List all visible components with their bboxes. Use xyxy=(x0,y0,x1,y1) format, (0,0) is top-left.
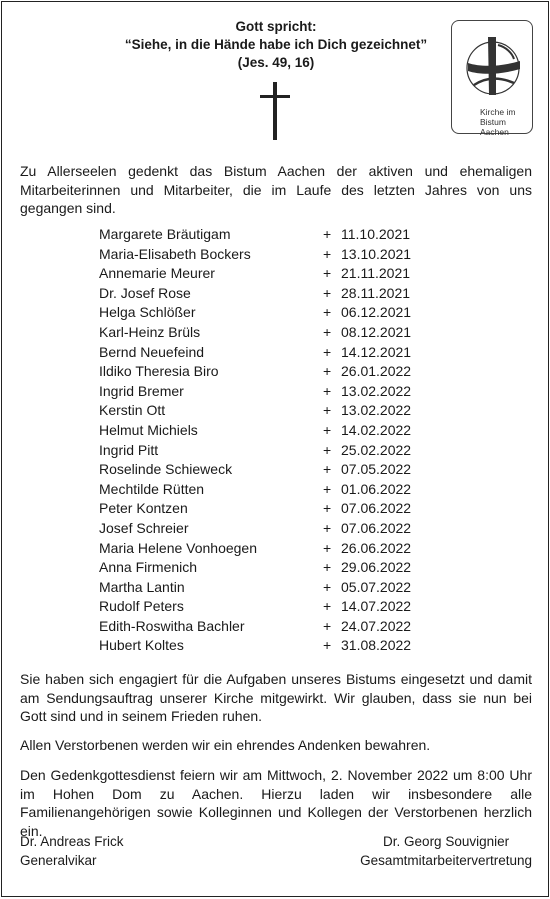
death-mark: + xyxy=(323,363,332,380)
cross-logo-icon xyxy=(460,33,526,103)
list-item xyxy=(99,558,419,578)
deceased-name: Margarete Bräutigam xyxy=(99,226,231,242)
list-item xyxy=(99,460,419,480)
death-date: 08.12.2021 xyxy=(341,323,412,340)
list-item xyxy=(99,225,419,245)
deceased-name: Edith-Roswitha Bachler xyxy=(99,617,245,634)
diocese-logo xyxy=(451,20,533,137)
cross-icon xyxy=(260,82,290,140)
deceased-name: Ildiko Theresia Biro xyxy=(99,363,219,380)
obituary-notice xyxy=(1,1,549,897)
death-date: 13.10.2021 xyxy=(341,245,412,262)
death-date: 07.05.2022 xyxy=(341,461,412,478)
death-date: 06.12.2021 xyxy=(341,304,412,321)
list-item xyxy=(99,636,419,656)
death-date: 13.02.2022 xyxy=(341,382,412,399)
signer-role: Gesamtmitarbeitervertretung xyxy=(360,853,532,868)
list-item xyxy=(99,597,419,617)
death-mark: + xyxy=(323,382,332,399)
death-date: 01.06.2022 xyxy=(341,480,412,497)
deceased-name: Bernd Neuefeind xyxy=(99,343,205,360)
death-date: 25.02.2022 xyxy=(341,441,412,458)
death-date: 21.11.2021 xyxy=(341,265,411,282)
death-mark: + xyxy=(323,343,332,360)
death-mark: + xyxy=(323,617,332,634)
list-item xyxy=(99,264,419,284)
service-paragraph: Den Gedenkgottesdienst feiern wir am Mittwoch, 2. November 2022 um 8:00 Uhr im Hohen Dom zu Aachen. Hierzu laden wir insbesondere alle Familienangehörigen sowie Kolleginnen und Kollegen der Verstorbenen herzlich ein. xyxy=(20,767,532,839)
deceased-name: Karl-Heinz Brüls xyxy=(99,323,201,340)
intro-paragraph: Zu Allerseelen gedenkt das Bistum Aachen der aktiven und ehemaligen Mitarbeiterinnen und Mitarbeiter, die im Laufe des letzten Jahres von uns gegangen sind. xyxy=(20,163,532,216)
death-date: 26.06.2022 xyxy=(341,539,412,556)
death-mark: + xyxy=(323,500,332,517)
death-mark: + xyxy=(323,559,332,576)
deceased-name: Hubert Koltes xyxy=(99,637,184,654)
list-item xyxy=(99,539,419,559)
death-date: 05.07.2022 xyxy=(341,578,412,595)
death-date: 14.12.2021 xyxy=(341,343,412,360)
death-mark: + xyxy=(323,402,332,419)
death-date: 11.10.2021 xyxy=(341,226,411,242)
list-item xyxy=(99,382,419,402)
deceased-name: Annemarie Meurer xyxy=(99,265,215,282)
death-date: 28.11.2021 xyxy=(341,284,411,301)
deceased-list xyxy=(99,225,419,656)
death-mark: + xyxy=(323,539,332,556)
logo-text-line1: Kirche im xyxy=(480,107,516,117)
quote-intro: Gott spricht: xyxy=(235,19,317,34)
deceased-name: Dr. Josef Rose xyxy=(99,284,191,301)
deceased-name: Roselinde Schieweck xyxy=(99,461,233,478)
death-mark: + xyxy=(323,226,332,242)
deceased-name: Martha Lantin xyxy=(99,578,185,595)
death-date: 26.01.2022 xyxy=(341,363,412,380)
engagement-paragraph: Sie haben sich engagiert für die Aufgaben unseres Bistums eingesetzt und damit am Sendungsauftrag unserer Kirche mitgewirkt. Wir glauben, dass sie nun bei Gott sind und in seinem Frieden ruhen. xyxy=(20,671,532,724)
death-mark: + xyxy=(323,323,332,340)
list-item xyxy=(99,401,419,421)
deceased-name: Maria-Elisabeth Bockers xyxy=(99,245,251,262)
signature-left xyxy=(20,832,124,870)
deceased-name: Ingrid Pitt xyxy=(99,441,159,458)
death-mark: + xyxy=(323,598,332,615)
list-item xyxy=(99,343,419,363)
deceased-name: Helmut Michiels xyxy=(99,421,198,438)
list-item xyxy=(99,499,419,519)
signer-name: Dr. Andreas Frick xyxy=(20,834,124,849)
death-mark: + xyxy=(323,480,332,497)
list-item xyxy=(99,323,419,343)
deceased-name: Josef Schreier xyxy=(99,519,189,536)
deceased-name: Maria Helene Vonhoegen xyxy=(99,539,258,556)
quote-reference: (Jes. 49, 16) xyxy=(237,55,315,70)
signature-right xyxy=(360,832,532,870)
death-date: 07.06.2022 xyxy=(341,519,412,536)
list-item xyxy=(99,578,419,598)
death-date: 24.07.2022 xyxy=(341,617,412,634)
deceased-name: Helga Schlößer xyxy=(99,304,196,321)
death-mark: + xyxy=(323,461,332,478)
list-item xyxy=(99,362,419,382)
list-item xyxy=(99,441,419,461)
deceased-name: Rudolf Peters xyxy=(99,598,184,615)
list-item xyxy=(99,421,419,441)
signer-name: Dr. Georg Souvignier xyxy=(383,834,510,849)
list-item xyxy=(99,519,419,539)
death-mark: + xyxy=(323,637,332,654)
death-mark: + xyxy=(323,304,332,321)
logo-text-line2: Bistum Aachen xyxy=(480,117,509,137)
signer-role: Generalvikar xyxy=(20,853,97,868)
list-item xyxy=(99,480,419,500)
deceased-name: Kerstin Ott xyxy=(99,402,166,419)
list-item xyxy=(99,617,419,637)
remembrance-paragraph: Allen Verstorbenen werden wir ein ehrendes Andenken bewahren. xyxy=(20,737,431,753)
death-mark: + xyxy=(323,284,332,301)
death-mark: + xyxy=(323,519,332,536)
death-mark: + xyxy=(323,245,332,262)
death-mark: + xyxy=(323,421,332,438)
death-date: 31.08.2022 xyxy=(341,637,412,654)
quote-text: “Siehe, in die Hände habe ich Dich gezeichnet” xyxy=(124,37,428,52)
deceased-name: Anna Firmenich xyxy=(99,559,198,576)
death-mark: + xyxy=(323,578,332,595)
death-date: 29.06.2022 xyxy=(341,559,412,576)
death-date: 07.06.2022 xyxy=(341,500,412,517)
death-date: 14.02.2022 xyxy=(341,421,412,438)
list-item xyxy=(99,245,419,265)
list-item xyxy=(99,303,419,323)
deceased-name: Ingrid Bremer xyxy=(99,382,184,399)
deceased-name: Mechtilde Rütten xyxy=(99,480,205,497)
list-item xyxy=(99,284,419,304)
death-mark: + xyxy=(323,265,332,282)
death-date: 14.07.2022 xyxy=(341,598,412,615)
death-mark: + xyxy=(323,441,332,458)
deceased-name: Peter Kontzen xyxy=(99,500,188,517)
death-date: 13.02.2022 xyxy=(341,402,412,419)
